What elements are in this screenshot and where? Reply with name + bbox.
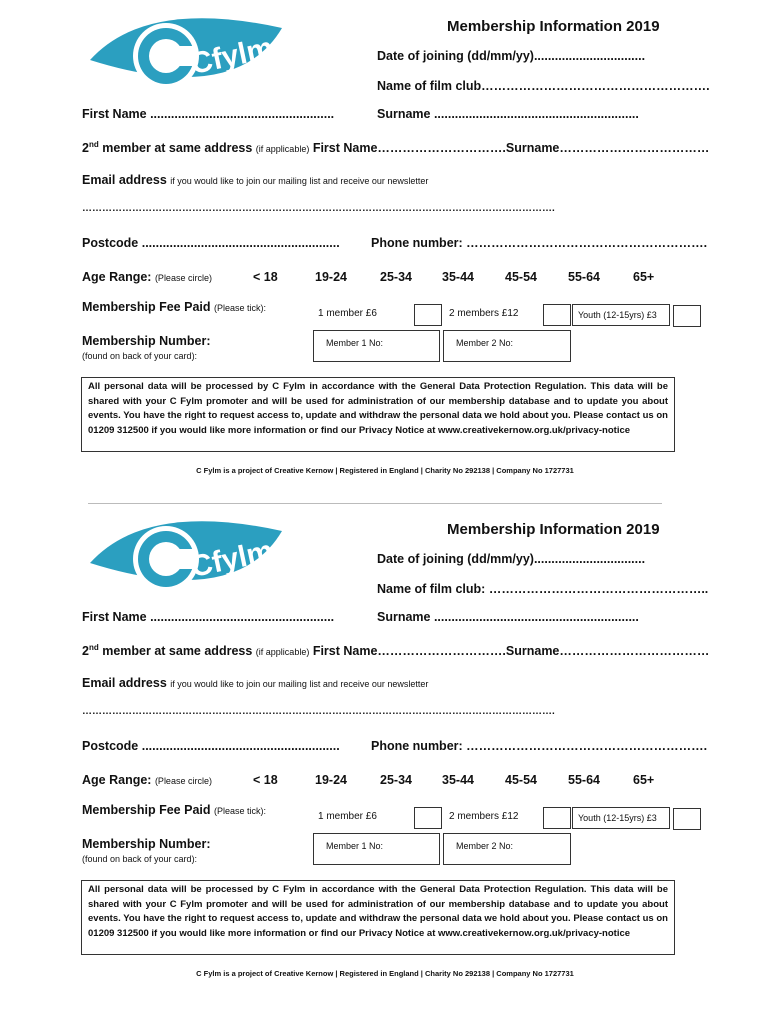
if-applicable-note: (if applicable)	[255, 647, 310, 658]
fee-checkbox-youth[interactable]	[673, 808, 701, 830]
cfylm-logo	[86, 6, 286, 106]
logo-text: Cfylm	[187, 31, 277, 82]
email-label: Email address	[82, 173, 167, 187]
gdpr-notice: All personal data will be processed by C Fylm in accordance with the General Data Protection Regulation. This data will be shared with your C Fylm promoter and will be used for administration of our membership database and to update you about events. You have the right to request access to, update and withdraw the personal data we hold about you. Please contact us on 01209 312500 if you would like more information or find our Privacy Notice at www.creativekernow.org.uk/privacy-notice	[81, 880, 675, 955]
fee-row	[82, 300, 266, 314]
second-member-sup: nd	[88, 643, 99, 652]
fee-label: Membership Fee Paid	[82, 300, 211, 314]
member-2-number-input[interactable]	[443, 833, 571, 865]
age-option[interactable]: 25-34	[380, 773, 412, 787]
age-option[interactable]: 65+	[633, 270, 655, 284]
fee-option-label: Youth (12-15yrs) £3	[578, 310, 657, 320]
second-member-fields[interactable]: First Name………………………….Surname………………………………	[312, 644, 710, 659]
fee-row	[82, 803, 266, 817]
phone-field[interactable]: Phone number: ………………………………………………….	[371, 236, 708, 250]
first-name-field[interactable]: First Name .....................................................	[82, 107, 335, 121]
age-note: (Please circle)	[154, 273, 212, 283]
member-1-label: Member 1 No:	[326, 338, 384, 348]
age-range-row	[82, 773, 212, 787]
fee-checkbox-1-member[interactable]	[414, 304, 442, 326]
email-row	[82, 676, 428, 690]
age-range-row	[82, 270, 212, 284]
footer-text: C Fylm is a project of Creative Kernow | Registered in England | Charity No 292138 | Company No 1727731	[196, 969, 574, 978]
age-option[interactable]: 19-24	[315, 773, 347, 787]
film-club-field[interactable]: Name of film club……………………………………………….	[377, 79, 710, 93]
member-1-number-input[interactable]	[313, 833, 440, 865]
fee-label: Membership Fee Paid	[82, 803, 211, 817]
surname-field[interactable]: Surname ...........................................................	[377, 610, 639, 624]
fee-option-label: 1 member £6	[318, 308, 377, 319]
second-member-label: member at same address	[102, 644, 253, 659]
age-option[interactable]: 55-64	[568, 270, 600, 284]
second-member-label: member at same address	[102, 141, 253, 156]
second-member-fields[interactable]: First Name………………………….Surname………………………………	[312, 141, 710, 156]
membership-number-label: Membership Number:	[82, 334, 211, 348]
member-2-number-input[interactable]	[443, 330, 571, 362]
fee-checkbox-2-members[interactable]	[543, 807, 571, 829]
member-1-label: Member 1 No:	[326, 841, 384, 851]
date-of-joining-field[interactable]: Date of joining (dd/mm/yy)................................	[377, 552, 646, 566]
age-label: Age Range:	[82, 773, 152, 787]
membership-number-note: (found on back of your card):	[82, 351, 198, 361]
film-club-field[interactable]: Name of film club: ……………………………………………..	[377, 582, 709, 596]
age-option[interactable]: 65+	[633, 773, 655, 787]
member-1-number-input[interactable]	[313, 330, 440, 362]
member-2-label: Member 2 No:	[456, 841, 514, 851]
age-option[interactable]: 45-54	[505, 270, 537, 284]
age-option[interactable]: 25-34	[380, 270, 412, 284]
second-member-sup: nd	[88, 140, 99, 149]
date-of-joining-field[interactable]: Date of joining (dd/mm/yy)................................	[377, 49, 646, 63]
membership-form-1	[0, 0, 770, 500]
address-line[interactable]: …………………………………………………………………………………………………………………………….	[82, 706, 555, 717]
cfylm-logo	[86, 509, 286, 609]
email-note: if you would like to join our mailing list and receive our newsletter	[170, 679, 429, 689]
email-label: Email address	[82, 676, 167, 690]
first-name-field[interactable]: First Name .....................................................	[82, 610, 335, 624]
age-label: Age Range:	[82, 270, 152, 284]
email-row	[82, 173, 428, 187]
membership-form-2	[0, 503, 770, 1003]
form-title: Membership Information 2019	[447, 521, 660, 538]
membership-number-label: Membership Number:	[82, 837, 211, 851]
fee-option-label: Youth (12-15yrs) £3	[578, 813, 657, 823]
surname-field[interactable]: Surname ...........................................................	[377, 107, 639, 121]
phone-field[interactable]: Phone number: ………………………………………………….	[371, 739, 708, 753]
second-member-row	[82, 140, 709, 155]
age-option[interactable]: < 18	[253, 773, 278, 787]
fee-checkbox-2-members[interactable]	[543, 304, 571, 326]
if-applicable-note: (if applicable)	[255, 144, 310, 155]
fee-option-label: 2 members £12	[449, 811, 519, 822]
logo-text: Cfylm	[187, 534, 277, 585]
postcode-field[interactable]: Postcode .........................................................	[82, 236, 340, 250]
age-option[interactable]: 19-24	[315, 270, 347, 284]
fee-checkbox-youth[interactable]	[673, 305, 701, 327]
age-option[interactable]: 35-44	[442, 270, 474, 284]
age-option[interactable]: < 18	[253, 270, 278, 284]
email-note: if you would like to join our mailing list and receive our newsletter	[170, 176, 429, 186]
postcode-field[interactable]: Postcode .........................................................	[82, 739, 340, 753]
fee-option-label: 1 member £6	[318, 811, 377, 822]
fee-checkbox-1-member[interactable]	[414, 807, 442, 829]
footer-text: C Fylm is a project of Creative Kernow | Registered in England | Charity No 292138 | Company No 1727731	[196, 466, 574, 475]
youth-option-box	[572, 304, 670, 326]
age-option[interactable]: 55-64	[568, 773, 600, 787]
fee-option-label: 2 members £12	[449, 308, 519, 319]
second-member-prefix: 2	[82, 644, 89, 659]
age-option[interactable]: 35-44	[442, 773, 474, 787]
gdpr-notice: All personal data will be processed by C Fylm in accordance with the General Data Protection Regulation. This data will be shared with your C Fylm promoter and will be used for administration of our membership database and to update you about events. You have the right to request access to, update and withdraw the personal data we hold about you. Please contact us on 01209 312500 if you would like more information or find our Privacy Notice at www.creativekernow.org.uk/privacy-notice	[81, 377, 675, 452]
age-note: (Please circle)	[154, 776, 212, 786]
fee-note: (Please tick):	[214, 806, 267, 816]
membership-number-note: (found on back of your card):	[82, 854, 198, 864]
age-option[interactable]: 45-54	[505, 773, 537, 787]
address-line[interactable]: …………………………………………………………………………………………………………………………….	[82, 203, 555, 214]
second-member-prefix: 2	[82, 141, 89, 156]
fee-note: (Please tick):	[214, 303, 267, 313]
youth-option-box	[572, 807, 670, 829]
member-2-label: Member 2 No:	[456, 338, 514, 348]
form-title: Membership Information 2019	[447, 18, 660, 35]
second-member-row	[82, 643, 709, 658]
